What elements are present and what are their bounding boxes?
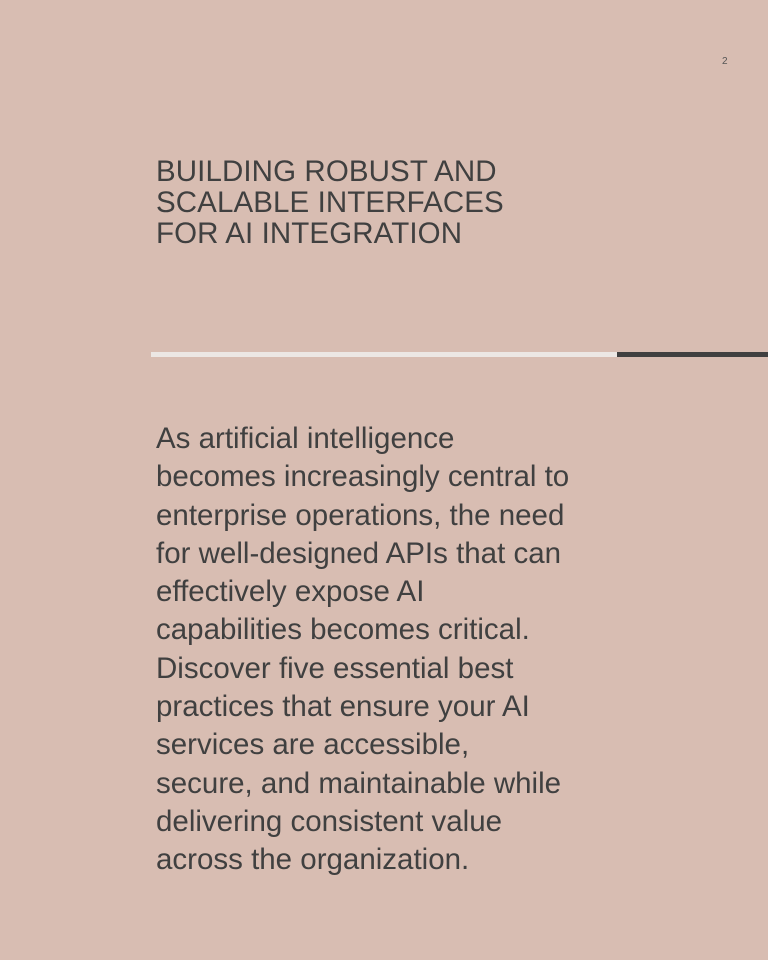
body-line: As artificial intelligence [156, 422, 455, 455]
body-line: becomes increasingly central to [156, 460, 570, 494]
body-line: for well-designed APIs that can [156, 536, 562, 570]
title-line: SCALABLE INTERFACES [156, 186, 504, 219]
body-line: delivering consistent value [156, 804, 503, 838]
title-line: FOR AI INTEGRATION [156, 217, 463, 250]
body-line: capabilities becomes critical. [156, 613, 530, 647]
body-line: effectively expose AI [156, 575, 425, 609]
body-line: Discover five essential best [156, 651, 514, 685]
slide-title [156, 156, 596, 249]
body-line: practices that ensure your AI [156, 690, 530, 724]
page-number: 2 [722, 56, 728, 67]
body-line: secure, and maintainable while [156, 766, 562, 800]
body-line: services are accessible, [156, 728, 470, 762]
body-line: across the organization. [156, 843, 470, 877]
title-line: BUILDING ROBUST AND [156, 155, 497, 188]
divider-light [151, 352, 617, 357]
body-paragraph [156, 420, 626, 880]
divider-dark [617, 352, 768, 357]
body-line: enterprise operations, the need [156, 498, 565, 532]
